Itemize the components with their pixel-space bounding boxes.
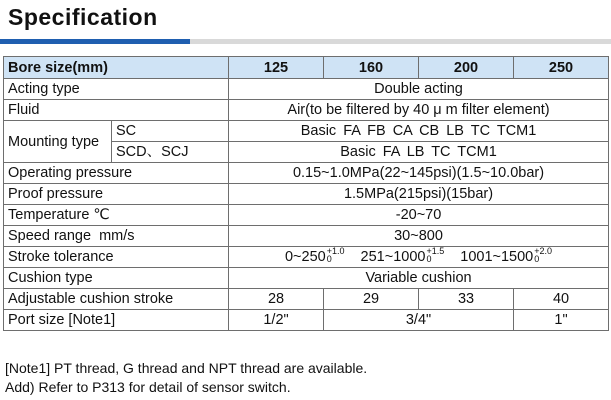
mounting-sc-value: Basic FA FB CA CB LB TC TCM1 [229, 121, 609, 142]
temperature-value: -20~70 [229, 205, 609, 226]
cushion-stroke-200: 33 [419, 289, 514, 310]
table-row [4, 100, 609, 121]
tolerance-lower: 0 [326, 254, 332, 265]
tolerance-lower: 0 [534, 254, 540, 265]
table-row [4, 268, 609, 289]
title-underline [0, 39, 611, 44]
stroke-segment [460, 247, 552, 267]
footnote-sensor: Add) Refer to P313 for detail of sensor switch. [5, 379, 291, 395]
table-row [4, 184, 609, 205]
tolerance-upper: +1.0 [326, 246, 345, 257]
table-row [4, 79, 609, 100]
stroke-segment [285, 247, 345, 267]
port-size-250: 1" [514, 310, 609, 331]
bore-250: 250 [514, 57, 609, 79]
cushion-stroke-125: 28 [229, 289, 324, 310]
mounting-type-label: Mounting type [4, 121, 112, 163]
tolerance-upper: +2.0 [534, 246, 553, 257]
operating-pressure-value: 0.15~1.0MPa(22~145psi)(1.5~10.0bar) [229, 163, 609, 184]
stroke-tolerance-fraction [534, 247, 552, 263]
table-row [4, 121, 609, 142]
bore-200: 200 [419, 57, 514, 79]
footnotes [5, 359, 367, 397]
speed-range-label: Speed range mm/s [4, 226, 229, 247]
mounting-scd-value: Basic FA LB TC TCM1 [229, 142, 609, 163]
speed-range-value: 30~800 [229, 226, 609, 247]
mounting-scd-code: SCD、SCJ [112, 142, 229, 163]
bore-125: 125 [229, 57, 324, 79]
stroke-segment [361, 247, 445, 267]
cushion-type-value: Variable cushion [229, 268, 609, 289]
mounting-sc-code: SC [112, 121, 229, 142]
cushion-stroke-250: 40 [514, 289, 609, 310]
bore-160: 160 [324, 57, 419, 79]
acting-type-value: Double acting [229, 79, 609, 100]
cushion-stroke-160: 29 [324, 289, 419, 310]
specification-table [3, 56, 609, 331]
table-row [4, 226, 609, 247]
adjustable-cushion-stroke-label: Adjustable cushion stroke [4, 289, 229, 310]
bore-size-label: Bore size(mm) [4, 57, 229, 79]
table-row [4, 310, 609, 331]
page-title: Specification [8, 4, 158, 30]
table-row [4, 289, 609, 310]
cushion-type-label: Cushion type [4, 268, 229, 289]
temperature-label: Temperature ℃ [4, 205, 229, 226]
port-size-160-200: 3/4" [324, 310, 514, 331]
title-underline-accent [0, 39, 190, 44]
table-row [4, 205, 609, 226]
table-row [4, 247, 609, 268]
proof-pressure-label: Proof pressure [4, 184, 229, 205]
stroke-tolerance-value [229, 247, 609, 268]
stroke-range: 1001~1500 [460, 249, 534, 265]
proof-pressure-value: 1.5MPa(215psi)(15bar) [229, 184, 609, 205]
table-header-row [4, 57, 609, 79]
fluid-value: Air(to be filtered by 40 μ m filter element) [229, 100, 609, 121]
stroke-tolerance-fraction [327, 247, 345, 263]
port-size-label: Port size [Note1] [4, 310, 229, 331]
fluid-label: Fluid [4, 100, 229, 121]
tolerance-lower: 0 [426, 254, 432, 265]
stroke-tolerance-fraction [426, 247, 444, 263]
tolerance-upper: +1.5 [426, 246, 445, 257]
footnote-thread: [Note1] PT thread, G thread and NPT thread are available. [5, 360, 368, 376]
operating-pressure-label: Operating pressure [4, 163, 229, 184]
acting-type-label: Acting type [4, 79, 229, 100]
stroke-range: 0~250 [284, 249, 326, 265]
stroke-tolerance-label: Stroke tolerance [4, 247, 229, 268]
stroke-range: 251~1000 [360, 249, 426, 265]
port-size-125: 1/2" [229, 310, 324, 331]
table-row [4, 163, 609, 184]
